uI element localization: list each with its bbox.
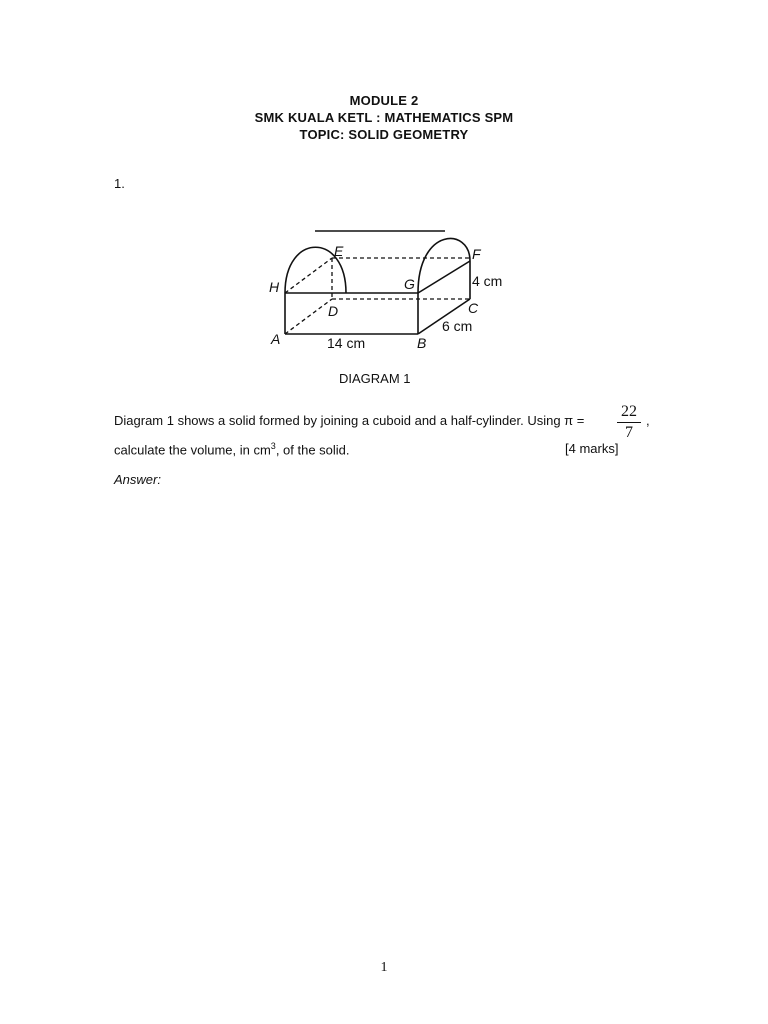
label-B: B xyxy=(417,335,427,351)
edge-GF xyxy=(418,261,470,293)
question-number: 1. xyxy=(114,176,125,191)
topic-title: TOPIC: SOLID GEOMETRY xyxy=(299,127,469,142)
label-D: D xyxy=(328,303,339,319)
solid-diagram xyxy=(260,222,510,354)
cubic-superscript: 3 xyxy=(270,441,276,451)
label-E: E xyxy=(334,243,344,259)
module-title: MODULE 2 xyxy=(349,93,419,108)
label-A: A xyxy=(271,331,281,347)
answer-label: Answer: xyxy=(114,472,161,487)
hidden-edge-AD xyxy=(285,299,332,334)
dimension-depth: 6 cm xyxy=(442,318,473,334)
label-F: F xyxy=(472,246,481,262)
marks-label: [4 marks] xyxy=(565,441,619,456)
pi-denominator: 7 xyxy=(625,424,633,441)
dimension-height: 4 cm xyxy=(472,273,503,289)
line2-prefix: calculate the volume, in cm xyxy=(114,442,271,458)
school-subject-title: SMK KUALA KETL : MATHEMATICS SPM xyxy=(254,110,514,125)
line2-suffix: , of the solid. xyxy=(275,442,350,458)
pi-numerator: 22 xyxy=(617,403,641,423)
diagram-caption: DIAGRAM 1 xyxy=(339,371,411,386)
label-C: C xyxy=(468,300,479,316)
pi-fraction xyxy=(617,403,641,442)
page-number: 1 xyxy=(380,960,388,975)
question-text-line1: Diagram 1 shows a solid formed by joining a cuboid and a half-cylinder. Using π = xyxy=(114,413,585,428)
fraction-comma: , xyxy=(646,413,650,428)
question-text-line2 xyxy=(114,441,350,457)
label-G: G xyxy=(404,276,415,292)
label-H: H xyxy=(269,279,280,295)
dimension-length: 14 cm xyxy=(327,335,366,351)
